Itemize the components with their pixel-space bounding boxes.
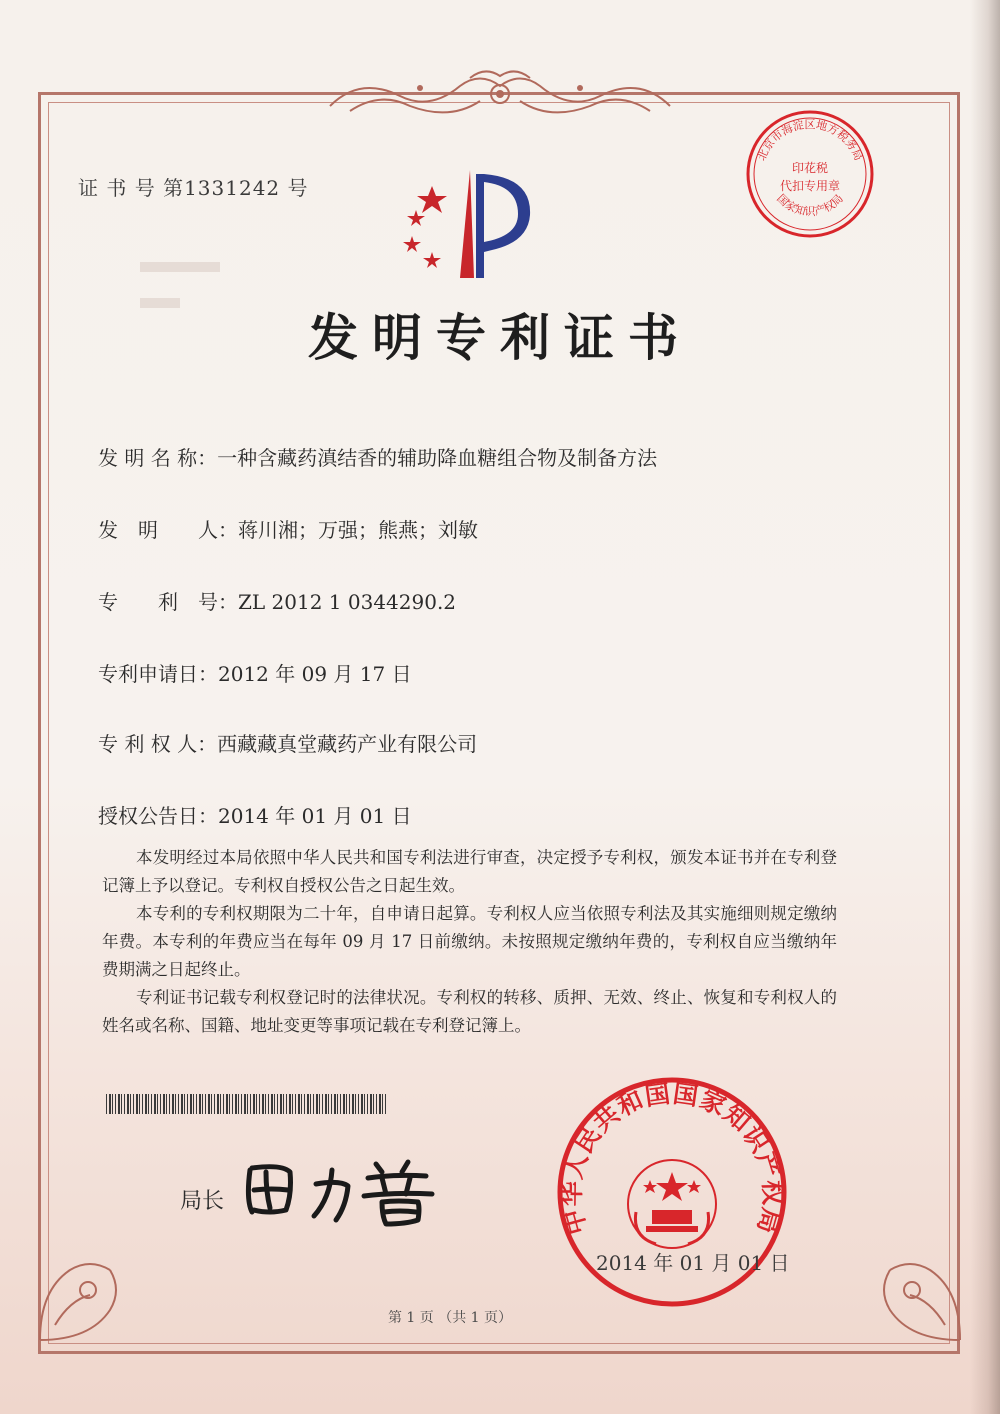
body-paragraph: 专利证书记载专利权登记时的法律状况。专利权的转移、质押、无效、终止、恢复和专利权人的姓名或名称、国籍、地址变更等事项记载在专利登记簿上。 xyxy=(102,988,837,1035)
tax-stamp xyxy=(740,104,880,244)
binding-shadow xyxy=(970,0,1000,1414)
field-value: 蒋川湘；万强；熊燕；刘敏 xyxy=(238,518,478,542)
seal-date: 2014 年 01 月 01 日 xyxy=(596,1251,790,1275)
body-paragraph: 本发明经过本局依照中华人民共和国专利法进行审查，决定授予专利权，颁发本证书并在专利登记簿上予以登记。专利权自授权公告之日起生效。 xyxy=(102,848,837,895)
top-ornament xyxy=(320,66,680,126)
field-label: 发 明 人： xyxy=(98,518,238,542)
bottom-left-ornament xyxy=(30,1230,150,1350)
stamp-bottom-text: 国家知识产权局 xyxy=(774,191,846,219)
stamp-inner-line2: 代扣专用章 xyxy=(779,179,841,193)
official-seal xyxy=(552,1072,792,1312)
field-patent-number xyxy=(98,586,456,615)
patent-office-logo xyxy=(392,160,552,280)
field-value: 西藏藏真堂藏药产业有限公司 xyxy=(217,732,478,756)
svg-text:国家知识产权局 xyxy=(774,192,846,218)
director-label: 局长 xyxy=(180,1189,225,1214)
bottom-right-ornament xyxy=(850,1230,970,1350)
field-value: ZL 2012 1 0344290.2 xyxy=(238,590,457,614)
field-grant-date xyxy=(98,800,412,829)
certificate-body xyxy=(102,844,837,1040)
inner-border xyxy=(48,102,950,1344)
page-number: 第 1 页 （共 1 页） xyxy=(387,1310,513,1326)
barcode xyxy=(106,1094,388,1114)
certificate-number: 证 书 号 第1331242 号 xyxy=(78,176,309,200)
page-title: 发明专利证书 xyxy=(308,308,692,367)
seal-text: 中华人民共和国国家知识产权局 xyxy=(556,1078,788,1238)
body-paragraph: 本专利的专利权期限为二十年，自申请日起算。专利权人应当依照专利法及其实施细则规定缴纳年费。本专利的年费应当在每年 09 月 17 日前缴纳。未按照规定缴纳年费的，专利权自应当缴纳年费期满之日起终止。 xyxy=(102,904,837,979)
field-label: 专 利 号： xyxy=(98,590,238,614)
field-patentee xyxy=(98,728,477,757)
stamp-inner-line1: 印花税 xyxy=(791,161,829,175)
field-label: 发 明 名 称： xyxy=(98,446,218,470)
field-value: 2012 年 09 月 17 日 xyxy=(218,662,412,686)
stamp-outer-text: 北京市海淀区地方税务局 xyxy=(754,118,866,163)
field-label: 专 利 权 人： xyxy=(98,732,218,756)
field-value: 一种含藏药滇结香的辅助降血糖组合物及制备方法 xyxy=(217,446,658,470)
field-value: 2014 年 01 月 01 日 xyxy=(218,804,412,828)
field-inventors xyxy=(98,514,478,543)
field-label: 授权公告日： xyxy=(98,804,218,828)
field-label: 专利申请日： xyxy=(98,662,218,686)
faint-ghost-text xyxy=(140,262,220,272)
field-invention-name xyxy=(98,442,657,471)
director-signature xyxy=(236,1150,446,1230)
field-application-date xyxy=(98,658,412,687)
